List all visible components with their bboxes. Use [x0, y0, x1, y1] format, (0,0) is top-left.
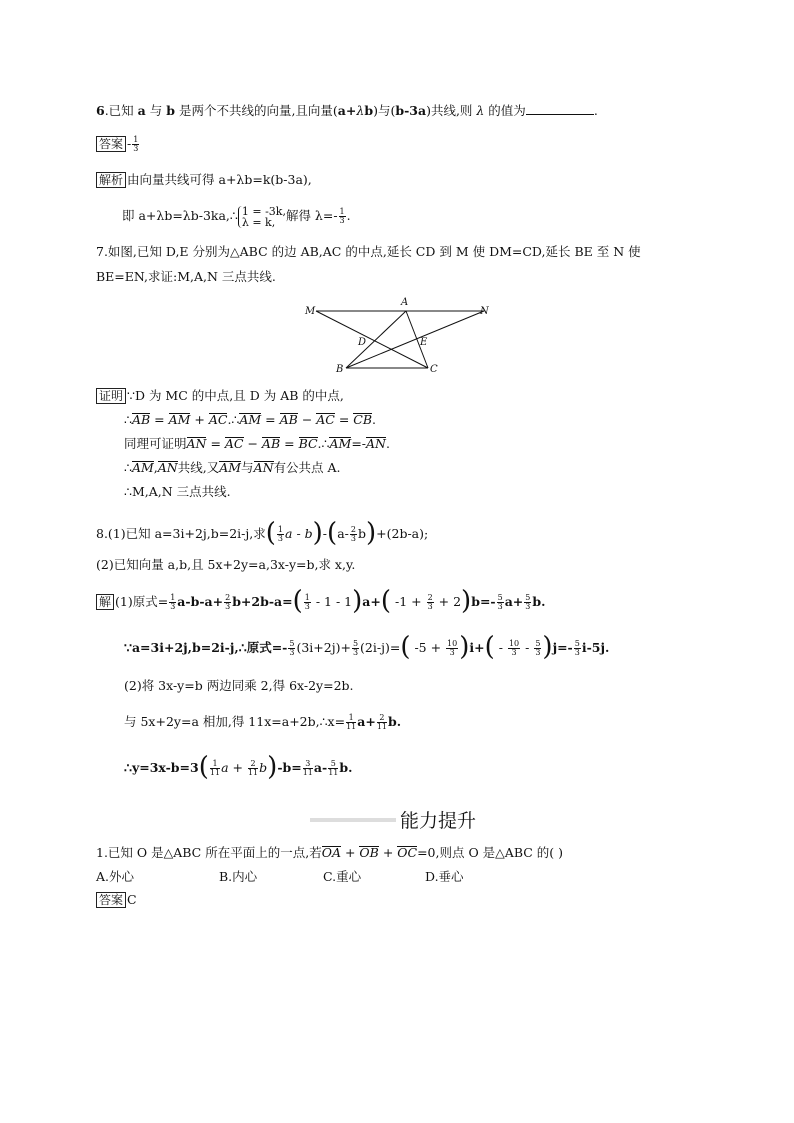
proof-text: =: [280, 436, 299, 451]
fraction-numerator: 1: [304, 593, 310, 602]
fraction-numerator: 1: [133, 135, 139, 144]
triangle-figure: [300, 292, 500, 378]
fraction-denominator: 3: [289, 648, 295, 657]
paren-close: ): [542, 631, 553, 662]
q7-proof-line1: [96, 388, 344, 404]
q8-stem-line1: [96, 517, 429, 548]
vector: AM: [131, 460, 154, 475]
proof-text: +: [190, 412, 209, 427]
label-B: B: [336, 364, 344, 375]
fraction-numerator: 5: [328, 760, 338, 769]
paren-close: ): [459, 631, 470, 662]
fraction: [288, 640, 295, 657]
q7-proof-line2: [124, 412, 376, 428]
lambda: λ: [476, 103, 485, 118]
solution-text: b: [259, 760, 268, 775]
fraction: [524, 594, 531, 611]
section-heading: [310, 806, 490, 830]
fraction-numerator: 1: [346, 714, 356, 723]
q8-text: -: [322, 526, 328, 541]
q6-text: )共线,则: [426, 103, 477, 118]
vector: AB: [279, 412, 298, 427]
q6-stem: [96, 102, 598, 119]
section-heading-text: 能力提升: [400, 810, 477, 832]
q1-option-b: B.内心: [219, 869, 258, 884]
solution-text: b+2b-a=: [232, 594, 293, 609]
fraction-numerator: 1: [339, 207, 345, 216]
fraction-denominator: 3: [574, 648, 580, 657]
proof-text: ∴: [124, 412, 132, 427]
label-E: E: [420, 337, 428, 348]
vector: AB: [131, 412, 151, 427]
proof-text: =: [261, 412, 280, 427]
q1-stem: [96, 845, 563, 861]
paren-open: (: [265, 517, 276, 548]
segment-NB: [346, 311, 484, 368]
fraction-denominator: 3: [304, 602, 310, 611]
proof-text: .: [372, 412, 377, 427]
fraction-numerator: 2: [350, 525, 356, 534]
fraction-numerator: 5: [497, 593, 503, 602]
segment-MC: [316, 311, 428, 368]
proof-text: 有公共点 A.: [273, 460, 341, 475]
solution-text: (3i+2j)+: [296, 640, 351, 655]
label-N: N: [480, 306, 489, 317]
solution-tag: 解: [96, 594, 114, 610]
proof-text: ,: [153, 460, 158, 475]
proof-text: =: [334, 412, 354, 427]
label-D: D: [358, 337, 367, 348]
vector: BC: [298, 436, 318, 451]
solution-text: -b=: [277, 760, 302, 775]
q6-analysis-line1: [96, 172, 312, 188]
section-heading-bar: [310, 818, 396, 822]
solution-text: -5 +: [410, 640, 446, 655]
vector: AM: [168, 412, 191, 427]
fraction-denominator: 11: [346, 722, 357, 731]
solution-text: a-: [313, 760, 328, 775]
vector: AN: [366, 436, 386, 451]
q6-expr: b: [364, 103, 374, 118]
paren-close: ): [461, 585, 472, 616]
fraction-numerator: 5: [352, 639, 359, 648]
paren-open: (: [198, 751, 209, 782]
paren-close: ): [352, 585, 363, 616]
q6-number: 6: [96, 103, 105, 118]
q1-text: 1.已知 O 是△ABC 所在平面上的一点,若: [96, 845, 322, 860]
vector: AM: [239, 412, 262, 427]
analysis-text: 解得 λ=-: [285, 208, 338, 223]
vector: AN: [157, 460, 178, 475]
answer-tag: 答案: [96, 136, 126, 152]
fraction: [352, 640, 359, 657]
solution-text: - 1 - 1: [311, 594, 353, 609]
solution-text: ∴y=3x-b=3: [124, 760, 199, 775]
solution-text: b=-: [471, 594, 496, 609]
vector: AM: [329, 436, 352, 451]
proof-text: 共线,又: [177, 460, 220, 475]
vector: CB: [353, 412, 373, 427]
vector: AN: [186, 436, 207, 451]
fraction: [497, 594, 504, 611]
result-fraction: [339, 208, 346, 225]
fraction-denominator: 3: [277, 534, 284, 543]
vector: AM: [219, 460, 242, 475]
q8-expr: a - b: [285, 526, 313, 541]
fraction: [210, 760, 220, 777]
solution-text: 与 5x+2y=a 相加,得 11x=a+2b,∴x=: [124, 714, 346, 729]
fraction-denominator: 3: [225, 602, 231, 611]
q8-solution-line4: [124, 710, 401, 734]
q6-text: )与(: [373, 103, 396, 118]
q8-text: +(2b-a);: [376, 526, 429, 541]
fraction-denominator: 3: [449, 648, 455, 657]
q8-solution-line2: [124, 631, 610, 662]
q8-stem-line2: (2)已知向量 a,b,且 5x+2y=a,3x-y=b,求 x,y.: [96, 557, 356, 572]
q8-expr: a-: [337, 526, 349, 541]
fraction: [508, 640, 520, 657]
vector: OB: [359, 845, 379, 860]
solution-text: a-b-a+: [177, 594, 224, 609]
equation-row: λ = k,: [241, 215, 276, 229]
paren-open: (: [327, 517, 338, 548]
proof-text: −: [243, 436, 262, 451]
q6-text: 的值为: [484, 103, 526, 118]
vector: AB: [261, 436, 281, 451]
solution-text: + 2: [434, 594, 462, 609]
proof-text: .∴: [317, 436, 330, 451]
solution-text: a+: [504, 594, 524, 609]
solution-text: i-5j.: [581, 640, 610, 655]
solution-text: i+: [469, 640, 485, 655]
q1-answer: [96, 892, 137, 908]
paren-open: (: [380, 585, 391, 616]
q7-proof-line5: ∴M,A,N 三点共线.: [124, 484, 231, 499]
q7-proof-line4: [124, 460, 341, 476]
fraction-numerator: 5: [535, 639, 541, 648]
proof-text: =-: [351, 436, 367, 451]
fraction-denominator: 3: [427, 602, 433, 611]
solution-text: a +: [221, 760, 247, 775]
fraction-numerator: 5: [525, 593, 531, 602]
proof-text: .: [385, 436, 390, 451]
proof-text: .∴: [227, 412, 240, 427]
fraction-numerator: 2: [427, 593, 433, 602]
fraction-numerator: 2: [377, 714, 387, 723]
paren-open: (: [400, 631, 411, 662]
q6-expr: b-3a: [395, 103, 427, 118]
vector: AC: [208, 412, 228, 427]
q8-solution-line5: [124, 751, 353, 782]
vector: OA: [321, 845, 341, 860]
label-C: C: [430, 364, 438, 375]
vector: OC: [397, 845, 418, 860]
fraction-numerator: 1: [170, 593, 176, 602]
q7-proof-line3: [124, 436, 390, 452]
fraction: [427, 594, 434, 611]
q6-text: .已知: [104, 103, 138, 118]
answer-tag: 答案: [96, 892, 126, 908]
q1-text: =0,则点 O 是△ABC 的( ): [417, 845, 563, 860]
fraction: [328, 760, 338, 777]
vector-a: a: [137, 103, 146, 118]
q8-expr: b: [357, 526, 366, 541]
q1-text: +: [378, 845, 398, 860]
analysis-text: 由向量共线可得 a+λb=k(b-3a),: [127, 172, 312, 187]
fraction-denominator: 3: [497, 602, 503, 611]
q6-analysis-line2: [122, 203, 351, 229]
solution-text: b.: [339, 760, 353, 775]
fraction-denominator: 3: [525, 602, 531, 611]
fraction-denominator: 3: [352, 648, 359, 657]
fraction-denominator: 11: [376, 722, 388, 731]
fraction-denominator: 3: [133, 144, 139, 153]
segment-AB: [346, 311, 406, 368]
solution-text: b.: [388, 714, 402, 729]
answer-sign: -: [127, 136, 132, 151]
fraction: [169, 594, 176, 611]
fraction-denominator: 11: [302, 768, 313, 777]
proof-text: −: [297, 412, 317, 427]
fraction: [350, 526, 357, 543]
paren-open: (: [292, 585, 303, 616]
answer-value: C: [127, 892, 137, 907]
q6-text: 是两个不共线的向量,且向量(: [174, 103, 338, 118]
equation-system: [238, 206, 286, 228]
fraction: [446, 640, 458, 657]
proof-tag: 证明: [96, 388, 126, 404]
solution-text: -: [521, 640, 534, 655]
q6-text: .: [593, 103, 598, 118]
fraction: [248, 760, 258, 777]
fraction-numerator: 5: [289, 639, 295, 648]
fraction-denominator: 11: [209, 768, 221, 777]
fraction-numerator: 10: [447, 639, 458, 648]
solution-text: j=-: [552, 640, 573, 655]
fraction-denominator: 3: [170, 602, 176, 611]
proof-text: 与: [241, 460, 254, 475]
q1-option-a: A.外心: [96, 869, 135, 884]
fraction-numerator: 10: [508, 639, 520, 648]
q6-text: 与: [145, 103, 167, 118]
proof-text: ∴: [124, 460, 132, 475]
analysis-text: .: [346, 208, 351, 223]
q7-stem-line2: BE=EN,求证:M,A,N 三点共线.: [96, 269, 276, 284]
fraction-numerator: 2: [225, 593, 231, 602]
fraction-denominator: 3: [339, 216, 345, 225]
fraction: [377, 714, 387, 731]
solution-text: a+: [362, 594, 381, 609]
label-M: M: [305, 306, 316, 317]
q6-expr: a+: [337, 103, 357, 118]
analysis-text: 即 a+λb=λb-3ka,∴: [122, 208, 238, 223]
fraction: [303, 760, 313, 777]
q8-text: 8.(1)已知 a=3i+2j,b=2i-j,求: [96, 526, 266, 541]
fraction-numerator: 1: [210, 760, 220, 769]
fraction-denominator: 3: [511, 648, 517, 657]
fraction-denominator: 3: [350, 534, 356, 543]
label-A: A: [401, 297, 409, 308]
proof-text: =: [206, 436, 225, 451]
fraction: [277, 526, 284, 543]
fraction: [534, 640, 541, 657]
solution-text: -: [494, 640, 507, 655]
equation-row: 1 = -3k,: [241, 204, 286, 218]
fraction-denominator: 3: [535, 648, 541, 657]
proof-text: 同理可证明: [124, 436, 187, 451]
paren-close: ): [365, 517, 377, 548]
solution-text: -1 +: [391, 594, 426, 609]
answer-fraction: [132, 136, 139, 153]
q1-text: +: [340, 845, 360, 860]
solution-text: (1)原式=: [115, 594, 169, 609]
proof-text: ∵D 为 MC 的中点,且 D 为 AB 的中点,: [127, 388, 344, 403]
solution-text: a+: [357, 714, 376, 729]
q1-option-c: C.重心: [323, 869, 362, 884]
fraction: [224, 594, 231, 611]
q7-stem-line1: 7.如图,已知 D,E 分别为△ABC 的边 AB,AC 的中点,延长 CD 到 M 使 DM=CD,延长 BE 至 N 使: [96, 244, 641, 259]
fraction-denominator: 11: [247, 768, 259, 777]
solution-text: b.: [532, 594, 546, 609]
vector: AN: [253, 460, 274, 475]
q8-solution-line3: (2)将 3x-y=b 两边同乘 2,得 6x-2y=2b.: [124, 678, 354, 693]
q8-solution-line1: [96, 585, 546, 616]
fraction: [346, 714, 356, 731]
fraction-numerator: 5: [574, 639, 580, 648]
answer-blank: [526, 102, 594, 115]
paren-close: ): [267, 751, 278, 782]
paren-close: ): [312, 517, 323, 548]
solution-text: (2i-j)=: [360, 640, 401, 655]
analysis-tag: 解析: [96, 172, 126, 188]
vector: AC: [316, 412, 335, 427]
solution-text: ∵a=3i+2j,b=2i-j,∴原式=-: [124, 640, 288, 655]
lambda: λ: [356, 103, 365, 118]
q1-option-d: D.垂心: [425, 869, 464, 884]
q6-answer: [96, 134, 140, 154]
proof-text: =: [150, 412, 169, 427]
fraction-denominator: 11: [328, 768, 339, 777]
fraction: [574, 640, 581, 657]
fraction-numerator: 2: [248, 760, 258, 769]
vector-b: b: [166, 103, 175, 118]
fraction: [304, 594, 311, 611]
paren-open: (: [484, 631, 495, 662]
fraction-numerator: 3: [303, 760, 313, 769]
fraction-numerator: 1: [277, 525, 284, 534]
vector: AC: [224, 436, 244, 451]
